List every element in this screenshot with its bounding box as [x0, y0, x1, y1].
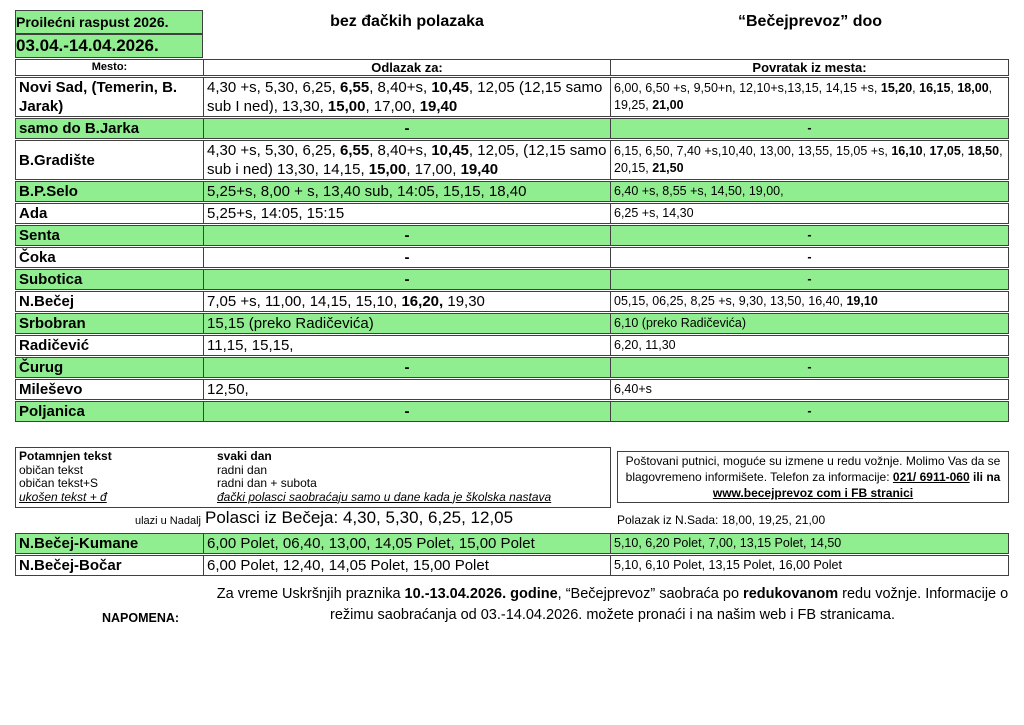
place-cell: Ada [19, 205, 48, 222]
column-header-odlazak: Odlazak za: [203, 60, 610, 75]
column-header-mesto: Mesto: [91, 61, 128, 73]
departures-cell: 7,05 +s, 11,00, 14,15, 15,10, 16,20, 19,30 [203, 292, 610, 311]
place-cell: Mileševo [19, 381, 83, 398]
local-lines-rows [15, 533, 1009, 576]
place-cell: B.P.Selo [19, 183, 78, 200]
company-title: “Bečejprevoz” doo [737, 13, 883, 30]
legend-value: svaki dan [217, 449, 272, 463]
legend-row [16, 491, 610, 505]
place-cell: Srbobran [19, 315, 86, 332]
departures-cell: 6,00 Polet, 12,40, 14,05 Polet, 15,00 Polet [203, 556, 610, 575]
legend-value: đački polasci saobraćaju samo u dane kada je školska nastava [217, 489, 552, 504]
departures-cell: 6,00 Polet, 06,40, 13,00, 14,05 Polet, 15,00 Polet [203, 534, 610, 553]
returns-cell: - [610, 402, 1008, 421]
returns-cell: 6,20, 11,30 [610, 336, 1008, 355]
table-row [15, 247, 1009, 268]
note-text: Za vreme Uskršnjih praznika 10.-13.04.2026. godine, “Bečejprevoz” saobraća po redukovanom redu vožnje. Informacije o režimu saobraćanja od 03.-14.04.2026. možete pronaći i na našim web i FB stranicama. [216, 586, 1009, 623]
table-row [15, 203, 1009, 224]
season-label-box [15, 10, 203, 34]
returns-cell: - [610, 226, 1008, 245]
legend-box [15, 447, 611, 508]
place-cell: Čoka [19, 249, 56, 266]
returns-cell: 6,25 +s, 14,30 [610, 204, 1008, 223]
table-row [15, 357, 1009, 378]
departures-cell: 4,30 +s, 5,30, 6,25, 6,55, 8,40+s, 10,45, 12,05, (12,15 samo sub i ned) 13,30, 14,15, 15,00, 17,00, 19,40 [203, 141, 610, 179]
departures-cell: 5,25+s, 14:05, 15:15 [203, 204, 610, 223]
place-cell: Čurug [19, 359, 64, 376]
table-row [15, 181, 1009, 202]
table-row [15, 313, 1009, 334]
legend-key: običan tekst [19, 462, 84, 477]
table-row [15, 533, 1009, 554]
passenger-notice-box [617, 451, 1009, 503]
returns-cell: 6,40+s [610, 380, 1008, 399]
table-header-row [15, 59, 1009, 76]
departures-cell: 11,15, 15,15, [203, 336, 610, 355]
legend-key: ukošen tekst + đ [19, 489, 107, 504]
column-header-povratak: Povratak iz mesta: [610, 60, 1008, 75]
timetable-rows [15, 77, 1009, 422]
becej-departures: Polasci iz Bečeja: 4,30, 5,30, 6,25, 12,05 [205, 508, 514, 527]
departures-cell: 5,25+s, 8,00 + s, 13,40 sub, 14:05, 15,15, 18,40 [203, 182, 610, 201]
table-row [15, 77, 1009, 117]
legend-value: radni dan + subota [217, 476, 317, 490]
place-cell: N.Bečej [19, 293, 75, 310]
place-cell: Senta [19, 227, 60, 244]
legend-row [16, 464, 610, 478]
place-cell: Poljanica [19, 403, 85, 420]
legend-value: radni dan [217, 462, 268, 477]
no-school-title: bez đačkih polazaka [330, 13, 484, 30]
returns-cell: 6,10 (preko Radičevića) [610, 314, 1008, 333]
returns-cell: - [610, 119, 1008, 138]
returns-cell: 05,15, 06,25, 8,25 +s, 9,30, 13,50, 16,40, 19,10 [610, 292, 1008, 311]
table-row [15, 401, 1009, 422]
place-cell: samo do B.Jarka [19, 120, 140, 137]
table-row [15, 225, 1009, 246]
nadalj-note: ulazi u Nadalj [134, 515, 201, 527]
table-row [15, 379, 1009, 400]
departures-cell: - [203, 119, 610, 138]
table-row [15, 555, 1009, 576]
departures-cell: - [203, 248, 610, 267]
place-cell: N.Bečej-Kumane [19, 535, 139, 552]
legend-key: običan tekst+S [19, 476, 99, 490]
returns-cell: 6,00, 6,50 +s, 9,50+n, 12,10+s,13,15, 14,15 +s, 15,20, 16,15, 18,00, 19,25, 21,00 [610, 78, 1008, 116]
returns-cell: 6,40 +s, 8,55 +s, 14,50, 19,00, [610, 182, 1008, 201]
place-cell: N.Bečej-Bočar [19, 557, 122, 574]
season-label: Proilećni raspust 2026. [16, 14, 169, 30]
departures-cell: - [203, 402, 610, 421]
local-lines-table [15, 532, 1009, 576]
place-cell: Radičević [19, 337, 90, 354]
nsad-departures: Polazak iz N.Sada: 18,00, 19,25, 21,00 [617, 513, 826, 527]
place-cell: Subotica [19, 271, 83, 288]
date-range: 03.04.-14.04.2026. [16, 36, 159, 55]
table-row [15, 291, 1009, 312]
returns-cell: 5,10, 6,10 Polet, 13,15 Polet, 16,00 Polet [610, 556, 1008, 575]
main-timetable [15, 59, 1009, 422]
table-row [15, 140, 1009, 180]
legend-rows [16, 450, 610, 504]
table-row [15, 335, 1009, 356]
departures-cell: 12,50, [203, 380, 610, 399]
returns-cell: - [610, 270, 1008, 289]
returns-cell: - [610, 248, 1008, 267]
legend-key: Potamnjen tekst [19, 449, 112, 463]
place-cell: Novi Sad, (Temerin, B. Jarak) [19, 79, 178, 115]
departures-cell: - [203, 226, 610, 245]
notice-text: Poštovani putnici, moguće su izmene u redu vožnje. Molimo Vas da se blagovremeno informišete. Telefon za informacije: 021/ 6911-060 ili na www.becejprevoz com i FB stranici [625, 454, 1001, 500]
departures-cell: 15,15 (preko Radičevića) [203, 314, 610, 333]
table-row [15, 269, 1009, 290]
returns-cell: 6,15, 6,50, 7,40 +s,10,40, 13,00, 13,55, 15,05 +s, 16,10, 17,05, 18,50, 20,15, 21,50 [610, 141, 1008, 179]
table-row [15, 118, 1009, 139]
departures-cell: - [203, 358, 610, 377]
legend-row [16, 477, 610, 491]
departures-cell: - [203, 270, 610, 289]
note-label: NAPOMENA: [102, 611, 180, 625]
returns-cell: - [610, 358, 1008, 377]
legend-row [16, 450, 610, 464]
departures-cell: 4,30 +s, 5,30, 6,25, 6,55, 8,40+s, 10,45, 12,05 (12,15 samo sub I ned), 13,30, 15,00, 17,00, 19,40 [203, 78, 610, 116]
returns-cell: 5,10, 6,20 Polet, 7,00, 13,15 Polet, 14,50 [610, 534, 1008, 553]
place-cell: B.Gradište [19, 151, 95, 169]
date-range-box [15, 34, 203, 58]
